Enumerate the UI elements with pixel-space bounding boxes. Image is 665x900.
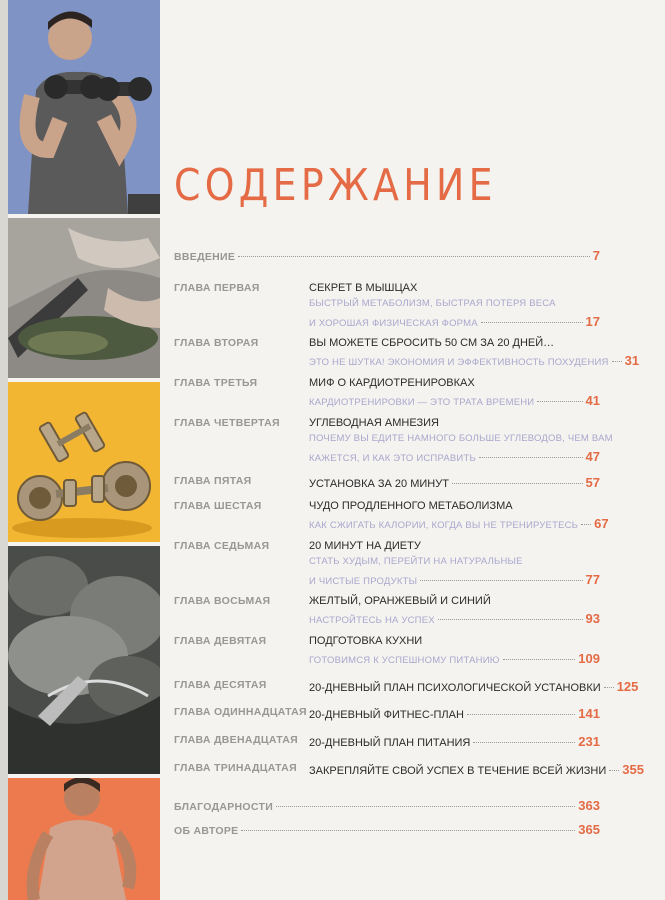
- chapter-subtitle: НАСТРОЙТЕСЬ НА УСПЕХ: [309, 615, 435, 626]
- chapter-title: МИФ О КАРДИОТРЕНИРОВКАХ: [309, 377, 475, 389]
- chapter-title: УСТАНОВКА ЗА 20 МИНУТ: [309, 478, 449, 490]
- chapter-label: ГЛАВА ТРЕТЬЯ: [174, 377, 258, 389]
- chapter-subtitle: КАЖЕТСЯ, И КАК ЭТО ИСПРАВИТЬ: [309, 453, 476, 464]
- chapter-label: ГЛАВА ДВЕНАДЦАТАЯ: [174, 734, 299, 746]
- back-matter-label: БЛАГОДАРНОСТИ: [174, 801, 274, 813]
- chapter-title: ВЫ МОЖЕТЕ СБРОСИТЬ 50 СМ ЗА 20 ДНЕЙ…: [309, 337, 555, 349]
- chapter-title: ЖЕЛТЫЙ, ОРАНЖЕВЫЙ И СИНИЙ: [309, 595, 491, 607]
- dot-leader: [420, 580, 582, 581]
- chapter-label: ГЛАВА ТРИНАДЦАТАЯ: [174, 762, 297, 774]
- chapter-label: ГЛАВА СЕДЬМАЯ: [174, 540, 270, 552]
- dot-leader: [604, 687, 614, 688]
- chapter-subtitle: БЫСТРЫЙ МЕТАБОЛИЗМ, БЫСТРАЯ ПОТЕРЯ ВЕСА: [309, 298, 556, 309]
- chapter-label: ГЛАВА ОДИННАДЦАТАЯ: [174, 706, 307, 718]
- chapter-label: ГЛАВА ДЕСЯТАЯ: [174, 679, 267, 691]
- page-number: 109: [578, 651, 600, 666]
- chapter-title: СЕКРЕТ В МЫШЦАХ: [309, 282, 418, 294]
- page-number: 47: [585, 449, 600, 464]
- back-matter-label: ОБ АВТОРЕ: [174, 825, 239, 837]
- chapter-title: ПОДГОТОВКА КУХНИ: [309, 635, 423, 647]
- chapter-label: ГЛАВА ВТОРАЯ: [174, 337, 259, 349]
- dot-leader: [503, 659, 576, 660]
- chapter-title: УГЛЕВОДНАЯ АМНЕЗИЯ: [309, 417, 439, 429]
- chapter-label: ГЛАВА ПЯТАЯ: [174, 475, 252, 487]
- chapter-label: ГЛАВА ДЕВЯТАЯ: [174, 635, 267, 647]
- dot-leader: [473, 742, 575, 743]
- toc-acknowledgements[interactable]: [174, 798, 600, 814]
- dot-leader: [581, 524, 591, 525]
- dot-leader: [438, 619, 583, 620]
- dot-leader: [241, 830, 575, 831]
- page-number: 231: [578, 734, 600, 749]
- dot-leader: [609, 770, 619, 771]
- chapter-title: ЗАКРЕПЛЯЙТЕ СВОЙ УСПЕХ В ТЕЧЕНИЕ ВСЕЙ ЖИЗНИ: [309, 765, 607, 777]
- chapter-subtitle: И ХОРОШАЯ ФИЗИЧЕСКАЯ ФОРМА: [309, 318, 478, 329]
- page-number: 365: [578, 822, 600, 837]
- dot-leader: [537, 401, 582, 402]
- page-number: 363: [578, 798, 600, 813]
- page-number: 41: [585, 393, 600, 408]
- chapter-subtitle: СТАТЬ ХУДЫМ, ПЕРЕЙТИ НА НАТУРАЛЬНЫЕ: [309, 556, 523, 567]
- dot-leader: [276, 806, 575, 807]
- page-number: 141: [578, 706, 600, 721]
- page-number: 355: [622, 762, 644, 777]
- chapter-title: 20-ДНЕВНЫЙ ФИТНЕС-ПЛАН: [309, 709, 464, 721]
- page-number: 7: [592, 248, 600, 263]
- chapter-subtitle: ЭТО НЕ ШУТКА! ЭКОНОМИЯ И ЭФФЕКТИВНОСТЬ ПОХУДЕНИЯ: [309, 357, 609, 368]
- page-number: 93: [585, 611, 600, 626]
- page-number: 67: [594, 516, 609, 531]
- chapter-subtitle: КАК СЖИГАТЬ КАЛОРИИ, КОГДА ВЫ НЕ ТРЕНИРУЕТЕСЬ: [309, 520, 579, 531]
- chapter-title: 20-ДНЕВНЫЙ ПЛАН ПИТАНИЯ: [309, 737, 471, 749]
- page-title: СОДЕРЖАНИЕ: [174, 160, 497, 211]
- dot-leader: [612, 361, 622, 362]
- chapter-label: ГЛАВА ВОСЬМАЯ: [174, 595, 271, 607]
- dot-leader: [452, 483, 583, 484]
- toc-intro[interactable]: [174, 248, 600, 264]
- toc-about-author[interactable]: [174, 822, 600, 838]
- chapter-subtitle: ГОТОВИМСЯ К УСПЕШНОМУ ПИТАНИЮ: [309, 655, 500, 666]
- chapter-subtitle: И ЧИСТЫЕ ПРОДУКТЫ: [309, 576, 418, 587]
- chapter-title: 20-ДНЕВНЫЙ ПЛАН ПСИХОЛОГИЧЕСКОЙ УСТАНОВКИ: [309, 682, 601, 694]
- chapter-title: 20 МИНУТ НА ДИЕТУ: [309, 540, 421, 552]
- page-number: 77: [585, 572, 600, 587]
- page-number: 31: [624, 353, 640, 368]
- page-number: 17: [585, 314, 600, 329]
- chapter-subtitle: КАРДИОТРЕНИРОВКИ — ЭТО ТРАТА ВРЕМЕНИ: [309, 397, 535, 408]
- dot-leader: [467, 714, 575, 715]
- page-number: 125: [616, 679, 639, 694]
- page-number: 57: [585, 475, 600, 490]
- dot-leader: [481, 322, 583, 323]
- chapter-subtitle: ПОЧЕМУ ВЫ ЕДИТЕ НАМНОГО БОЛЬШЕ УГЛЕВОДОВ, ЧЕМ ВАМ: [309, 433, 613, 444]
- chapter-label: ГЛАВА ШЕСТАЯ: [174, 500, 262, 512]
- dot-leader: [479, 457, 583, 458]
- dot-leader: [238, 256, 590, 257]
- intro-label: ВВЕДЕНИЕ: [174, 251, 236, 263]
- chapter-label: ГЛАВА ПЕРВАЯ: [174, 282, 260, 294]
- chapter-title: ЧУДО ПРОДЛЕННОГО МЕТАБОЛИЗМА: [309, 500, 513, 512]
- chapter-label: ГЛАВА ЧЕТВЕРТАЯ: [174, 417, 280, 429]
